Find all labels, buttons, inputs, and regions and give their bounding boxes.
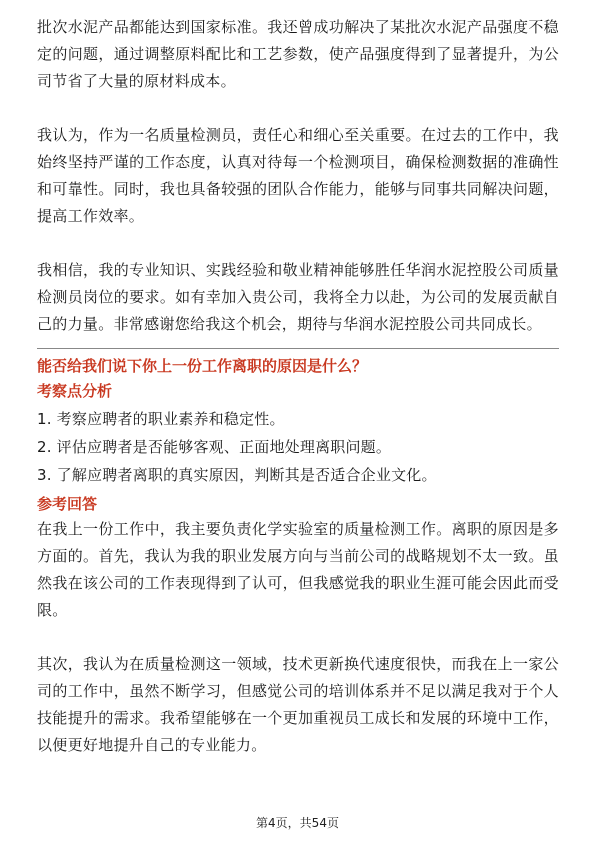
answer-heading: 参考回答 [37, 495, 98, 513]
analysis-item-2: 2. 评估应聘者是否能够客观、正面地处理离职问题。 [37, 438, 392, 456]
intro-paragraph-1: 批次水泥产品都能达到国家标准。我还曾成功解决了某批次水泥产品强度不稳定的问题，通过调整原料配比和工艺参数，使产品强度得到了显著提升，为公司节省了大量的原材料成本。 [37, 18, 559, 90]
paragraph-spacer [37, 624, 559, 651]
paragraph-spacer [37, 95, 559, 122]
intro-paragraph-3: 我相信，我的专业知识、实践经验和敬业精神能够胜任华润水泥控股公司质量检测员岗位的要求。如有幸加入贵公司，我将全力以赴，为公司的发展贡献自己的力量。非常感谢您给我这个机会，期待与华润水泥控股公司共同成长。 [37, 261, 559, 333]
answer-paragraph-2: 其次，我认为在质量检测这一领域，技术更新换代速度很快，而我在上一家公司的工作中，虽然不断学习，但感觉公司的培训体系并不足以满足我对于个人技能提升的需求。我希望能够在一个更加重视员工成长和发展的环境中工作，以便更好地提升自己的专业能力。 [37, 655, 559, 754]
section-divider [37, 348, 559, 349]
document-page [37, 14, 559, 759]
analysis-heading: 考察点分析 [37, 382, 113, 400]
page-number: 第4页，共54页 [256, 816, 339, 830]
interview-question: 能否给我们说下你上一份工作离职的原因是什么？ [37, 357, 368, 375]
answer-paragraph-1: 在我上一份工作中，我主要负责化学实验室的质量检测工作。离职的原因是多方面的。首先，我认为我的职业发展方向与当前公司的战略规划不太一致。虽然我在该公司的工作表现得到了认可，但我感觉我的职业生涯可能会因此而受限。 [37, 520, 559, 619]
analysis-item-1: 1. 考察应聘者的职业素养和稳定性。 [37, 410, 285, 428]
analysis-item-3: 3. 了解应聘者离职的真实原因，判断其是否适合企业文化。 [37, 466, 437, 484]
paragraph-spacer [37, 230, 559, 257]
intro-paragraph-2: 我认为，作为一名质量检测员，责任心和细心至关重要。在过去的工作中，我始终坚持严谨的工作态度，认真对待每一个检测项目，确保检测数据的准确性和可靠性。同时，我也具备较强的团队合作能力，能够与同事共同解决问题，提高工作效率。 [37, 126, 559, 225]
analysis-list [37, 405, 559, 489]
